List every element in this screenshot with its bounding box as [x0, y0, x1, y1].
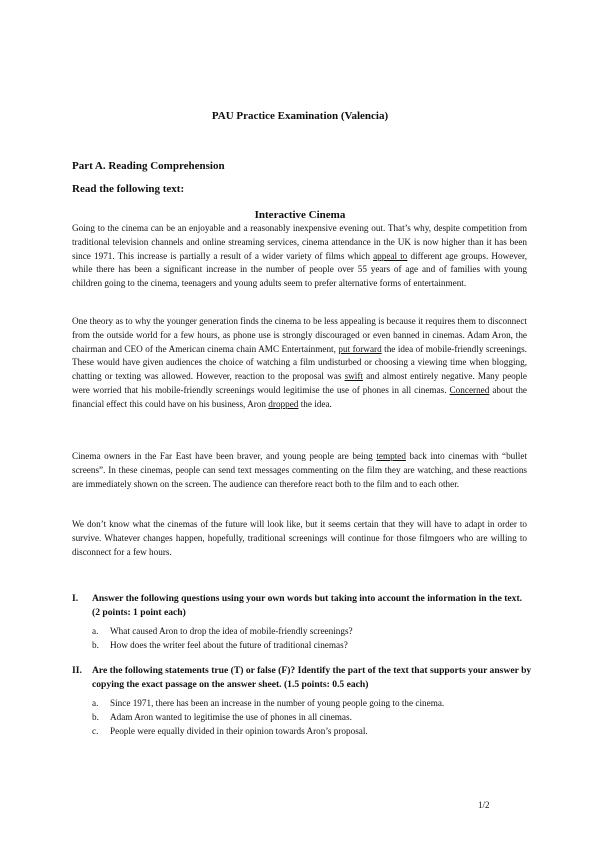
reading-instruction: Read the following text: — [72, 183, 185, 195]
vocab-concerned: Concerned — [449, 384, 490, 395]
article-paragraph-3: Cinema owners in the Far East have been braver, and young people are being tempted back into cinemas with “bullet screens”. In these cinemas, people can send text messages commenting on the film they are watching, and these reactions are immediately shown on the screen. The audience can therefore react both to the film and to each other. — [72, 451, 527, 489]
question-2-text: Are the following statements true (T) or false (F)? Identify the part of the text that supports your answer by copying the exact passage on the answer sheet. (1.5 points: 0.5 each) — [92, 665, 532, 690]
vocab-swift: swift — [344, 371, 363, 382]
article-paragraph-1: Going to the cinema can be an enjoyable and a reasonably inexpensive evening out. That’s why, despite competition from traditional television channels and online streaming services, cinema attendance in the UK is now higher than it has been since 1971. This increase is partially a result of a wider variety of films which appeal to different age groups. However, while there has been a significant increase in the number of people over 55 years of age and of families with young children going to the cinema, teenagers and young adults seem to prefer alternative forms of entertainment. — [72, 223, 527, 289]
question-2-item-c: c. People were equally divided in their opinion towards Aron’s proposal. — [92, 726, 368, 736]
question-1-item-a: a. What caused Aron to drop the idea of mobile-friendly screenings? — [92, 626, 353, 636]
vocab-put-forward: put forward — [338, 343, 382, 354]
vocab-dropped: dropped — [268, 398, 299, 409]
exam-title: PAU Practice Examination (Valencia) — [211, 110, 389, 122]
page-number: 1/2 — [478, 800, 490, 810]
vocab-appeal-to: appeal to — [373, 250, 408, 261]
question-1-item-b: b. How does the writer feel about the future of traditional cinemas? — [92, 640, 348, 650]
article-title: Interactive Cinema — [254, 209, 346, 221]
vocab-tempted: tempted — [376, 451, 406, 461]
question-1-text: Answer the following questions using your own words but taking into account the information in the text. (2 points: 1 point each) — [92, 593, 523, 618]
question-1-number: I. — [72, 593, 79, 604]
question-2-item-b: b. Adam Aron wanted to legitimise the use of phones in all cinemas. — [92, 712, 352, 722]
part-heading: Part A. Reading Comprehension — [72, 160, 225, 172]
question-2-number: II. — [72, 665, 82, 676]
article-paragraph-2: One theory as to why the younger generation finds the cinema to be less appealing is because it requires them to disconnect from the outside world for a few hours, as phone use is strongly discouraged or even banned in cinemas. Adam Aron, the chairman and CEO of the American cinema chain AMC Entertainment, put forward the idea of mobile-friendly screenings. These would have given audiences the choice of watching a film undisturbed or choosing a viewing time when blogging, chatting or texting was allowed. However, reaction to the proposal was swift and almost entirely negative. Many people were worried that his mobile-friendly screenings would legitimise the use of phones in all cinemas. Concerned about the financial effect this could have on his business, Aron dropped the idea. — [72, 316, 527, 409]
article-paragraph-4: We don’t know what the cinemas of the future will look like, but it seems certain that they will have to adapt in order to survive. Whatever changes happen, hopefully, traditional screenings will continue for those filmgoers who are willing to disconnect for a few hours. — [72, 519, 527, 557]
question-2-item-a: a. Since 1971, there has been an increase in the number of young people going to the cinema. — [92, 698, 445, 708]
